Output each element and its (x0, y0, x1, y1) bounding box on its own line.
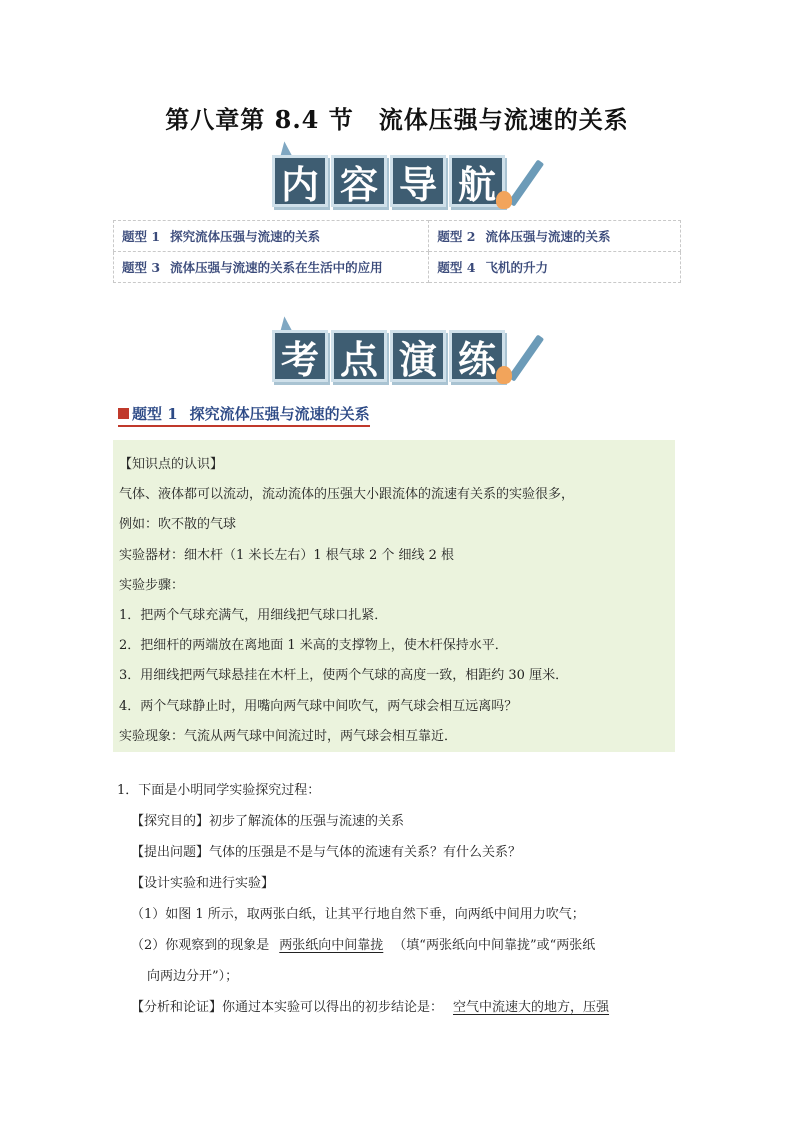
question-problem: 【提出问题】气体的压强是不是与气体的流速有关系？有什么关系？ (131, 845, 522, 860)
nav-cell-type3[interactable]: 题型 3 流体压强与流速的关系在生活中的应用 (114, 252, 429, 283)
knowledge-line: 实验步骤： (119, 577, 185, 593)
answer-blank: 空气中流速大的地方，压强 (453, 1000, 610, 1015)
knowledge-line: 【知识点的认识】 (119, 457, 224, 472)
table-row (114, 221, 681, 252)
banner-tile: 容 (331, 155, 387, 207)
question-purpose: 【探究目的】初步了解流体的压强与流速的关系 (131, 814, 405, 829)
knowledge-line: 1．把两个气球充满气，用细线把气球口扎紧． (119, 607, 388, 623)
banner-tile: 航 (449, 155, 505, 207)
hand-icon (496, 191, 512, 209)
content-nav-table (113, 220, 681, 283)
nav-cell-type1[interactable]: 题型 1 探究流体压强与流速的关系 (114, 221, 429, 252)
knowledge-line: 例如：吹不散的气球 (119, 517, 237, 533)
banner-tile: 考 (272, 330, 328, 382)
knowledge-line: 2．把细杆的两端放在离地面 1 米高的支撑物上，使木杆保持水平． (119, 638, 508, 654)
question-design: 【设计实验和进行实验】 (131, 876, 275, 891)
banner-tile: 点 (331, 330, 387, 382)
table-row (114, 252, 681, 283)
banner-tile: 内 (272, 155, 328, 207)
question-step1: （1）如图 1 所示，取两张白纸，让其平行地自然下垂，向两纸中间用力吹气； (131, 907, 585, 922)
knowledge-line: 实验器材：细木杆（1 米长左右）1 根气球 2 个 细线 2 根 (119, 547, 455, 563)
knowledge-line: 实验现象：气流从两气球中间流过时，两气球会相互靠近． (119, 728, 458, 744)
banner-tile: 练 (449, 330, 505, 382)
pencil-icon (508, 159, 544, 206)
banner-key-practice (272, 330, 522, 390)
knowledge-box (113, 440, 675, 752)
section-heading-type1: 题型 1 探究流体压强与流速的关系 (118, 403, 370, 427)
pencil-icon (508, 334, 544, 381)
question-analysis: 【分析和论证】你通过本实验可以得出的初步结论是： 空气中流速大的地方，压强 (117, 992, 687, 1023)
knowledge-line: 3．用细线把两气球悬挂在木杆上，使两个气球的高度一致，相距约 30 厘米． (119, 668, 569, 684)
banner-content-nav (272, 155, 522, 215)
answer-blank: 两张纸向中间靠拢 (279, 938, 384, 953)
question-1 (117, 775, 687, 1023)
nav-cell-type4[interactable]: 题型 4 飞机的升力 (429, 252, 681, 283)
question-step2-cont: 向两边分开”）； (147, 969, 239, 984)
question-stem: 1．下面是小明同学实验探究过程： (117, 783, 321, 798)
banner-tile: 导 (390, 155, 446, 207)
question-step2: （2）你观察到的现象是 两张纸向中间靠拢 （填“两张纸向中间靠拢”或“两张纸 (131, 938, 596, 953)
knowledge-line: 气体、液体都可以流动，流动流体的压强大小跟流体的流速有关系的实验很多， (119, 487, 575, 503)
page-title: 第八章第 8.4 节 流体压强与流速的关系 (165, 105, 629, 134)
hand-icon (496, 366, 512, 384)
banner-tile: 演 (390, 330, 446, 382)
red-square-icon (118, 408, 129, 419)
knowledge-line: 4．两个气球静止时，用嘴向两气球中间吹气，两气球会相互远离吗？ (119, 698, 518, 714)
nav-cell-type2[interactable]: 题型 2 流体压强与流速的关系 (429, 221, 681, 252)
